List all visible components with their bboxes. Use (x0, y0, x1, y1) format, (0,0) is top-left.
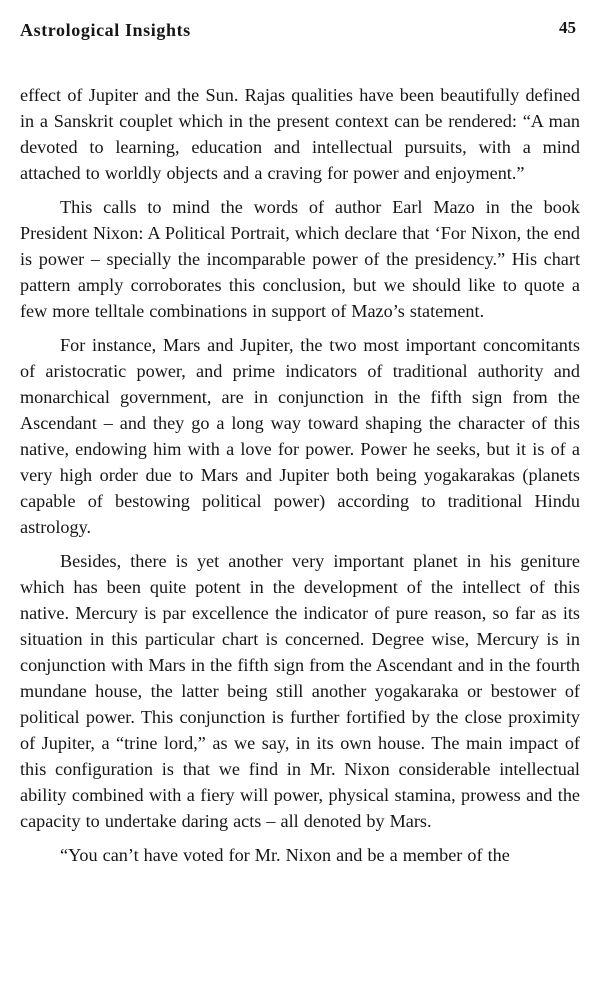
paragraph: “You can’t have voted for Mr. Nixon and be a member of the (60, 845, 510, 865)
paragraph: This calls to mind the words of author Earl Mazo in the book President Nixon: A Political Portrait, which declare that ‘For Nixon, the end is power – specially the incomparable power of the presidency.” His chart pattern amply corroborates this conclusion, but we should like to quote a few more telltale combinations in support of Mazo’s statement. (20, 197, 580, 321)
body-text (20, 82, 580, 868)
paragraph: For instance, Mars and Jupiter, the two most important concomitants of aristocratic power, and prime indicators of traditional authority and monarchical government, are in conjunction in the fifth sign from the Ascendant – and they go a long way toward shaping the character of this native, endowing him with a love for power. Power he seeks, but it is of a very high order due to Mars and Jupiter both being yogakarakas (planets capable of bestowing political power) according to traditional Hindu astrology. (20, 335, 580, 537)
running-head (20, 16, 580, 52)
paragraph: Besides, there is yet another very important planet in his geniture which has been quite potent in the development of the intellect of this native. Mercury is par excellence the indicator of pure reason, so far as its situation in this particular chart is concerned. Degree wise, Mercury is in conjunction with Mars in the fifth sign from the Ascendant and in the fourth mundane house, the latter being still another yogakaraka or bestower of political power. This conjunction is further fortified by the close proximity of Jupiter, a “trine lord,” as we say, in its own house. The main impact of this configuration is that we find in Mr. Nixon considerable intellectual ability combined with a fiery will power, physical stamina, prowess and the capacity to undertake daring acts – all denoted by Mars. (20, 551, 580, 831)
page-number: 45 (559, 18, 576, 37)
paragraph-continued: effect of Jupiter and the Sun. Rajas qualities have been beautifully defined in a Sanskrit couplet which in the present context can be rendered: “A man devoted to learning, education and intellectual pursuits, with a mind attached to worldly objects and a craving for power and enjoyment.” (20, 85, 580, 183)
running-title: Astrological Insights (20, 20, 191, 40)
